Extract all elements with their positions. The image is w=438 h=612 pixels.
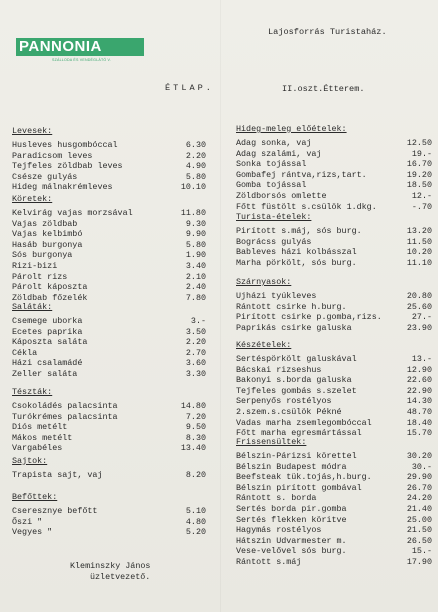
menu-item-price: 13.40 <box>180 443 206 454</box>
menu-item-price: 17.90 <box>406 557 432 567</box>
menu-item-name: Rizi-bizi <box>12 261 58 271</box>
menu-item-name: Csokoládés palacsinta <box>12 401 118 411</box>
menu-item-name: Zöldborsós omlette <box>236 191 327 201</box>
menu-item-name: Cseresznye befőtt <box>12 506 98 516</box>
manager-title: üzletvezető. <box>90 572 151 582</box>
menu-item-name: Káposzta saláta <box>12 337 88 348</box>
menu-item-name: Főtt marha egresmártással <box>236 428 362 439</box>
menu-item-name: Bográcss gulyás <box>236 236 312 247</box>
section-heading-levesek: Levesek: <box>12 126 53 136</box>
menu-item-name: Ujházi tyúkleves <box>236 291 317 301</box>
menu-item-price: 5.80 <box>185 171 206 182</box>
menu-item-name: Marha pörkölt, sós burg. <box>236 257 357 268</box>
menu-item-name: Vajas zöldbab <box>12 218 78 229</box>
menu-item-price: 2.20 <box>185 150 206 161</box>
section-heading-befottek: Befőttek: <box>12 492 58 502</box>
menu-item-price: 1.90 <box>185 250 206 261</box>
menu-item-name: Vese-velővel sós burg. <box>236 546 347 557</box>
menu-item-name: Mákos metélt <box>12 432 73 443</box>
menu-item-name: Adag sonka, vaj <box>236 138 312 148</box>
menu-item-price: 12.90 <box>406 364 432 375</box>
menu-item-price: 4.90 <box>185 161 206 172</box>
menu-item-name: Rántott csirke h.burg. <box>236 301 347 312</box>
menu-item-price: 2.10 <box>185 271 206 282</box>
menu-item-price: 8.20 <box>185 470 206 480</box>
section-heading-hideg-meleg-eloetelek: Hideg-meleg előételek: <box>236 124 347 134</box>
venue-name: Lajosforrás Turistaház. <box>268 27 387 37</box>
menu-item-price: 7.20 <box>185 411 206 422</box>
menu-item-name: Husleves husgombóccal <box>12 140 118 150</box>
menu-item-price: 9.90 <box>185 229 206 240</box>
menu-item-price: 19.20 <box>406 169 432 180</box>
menu-item-name: Őszi " <box>12 516 43 527</box>
menu-item-name: Sertés flekken köritve <box>236 514 347 525</box>
menu-item-price: 15.70 <box>406 428 432 439</box>
menu-item-name: Hasáb burgonya <box>12 239 83 250</box>
section-heading-frissensultek: Frissensültek: <box>236 437 307 447</box>
menu-item-name: Bableves házi kolbásszal <box>236 247 357 258</box>
menu-item-name: Tejfeles zöldbab leves <box>12 161 123 172</box>
menu-item-name: Vargabéles <box>12 443 63 454</box>
menu-item-price: 22.60 <box>406 375 432 386</box>
menu-item-price: 25.00 <box>406 514 432 525</box>
menu-item-price: 8.30 <box>185 432 206 443</box>
menu-item-name: Vadas marha zsemlegombóccal <box>236 417 372 428</box>
menu-item-price: 13.- <box>411 354 432 364</box>
paper-fold <box>220 0 221 612</box>
menu-item-price: 5.10 <box>185 506 206 516</box>
menu-item-name: Paradicsom leves <box>12 150 93 161</box>
menu-item-name: Gombafej rántva,rizs,tart. <box>236 169 367 180</box>
menu-title: ÉTLAP. <box>165 83 214 93</box>
menu-item-price: 6.30 <box>185 140 206 150</box>
menu-item-price: 22.90 <box>406 385 432 396</box>
menu-item-price: 11.80 <box>180 208 206 218</box>
menu-item-name: Főtt füstölt s.csülök 1.dkg. <box>236 201 377 212</box>
menu-item-price: 29.90 <box>406 472 432 483</box>
menu-item-name: Sós burgonya <box>12 250 73 261</box>
menu-item-name: Sonka tojással <box>236 159 307 170</box>
menu-item-price: 21.40 <box>406 504 432 514</box>
menu-item-price: 14.80 <box>180 401 206 411</box>
menu-item-name: Trapista sajt, vaj <box>12 470 103 480</box>
menu-item-name: Rántott s.máj <box>236 557 302 567</box>
menu-item-price: 3.60 <box>185 358 206 369</box>
menu-item-price: 2.40 <box>185 282 206 293</box>
menu-item-name: Cékla <box>12 347 38 358</box>
menu-item-price: 27.- <box>411 312 432 323</box>
menu-item-price: 21.50 <box>406 525 432 536</box>
pannonia-logo: PANNONIA <box>16 38 144 56</box>
menu-item-name: Csésze gulyás <box>12 171 78 182</box>
menu-item-name: Paprikás csirke galuska <box>236 322 352 333</box>
menu-item-price: 24.20 <box>406 493 432 504</box>
menu-item-name: Hátszin Udvarmester m. <box>236 535 347 546</box>
menu-item-price: 14.30 <box>406 396 432 407</box>
section-heading-szarnyasok: Szárnyasok: <box>236 277 292 287</box>
section-heading-keszetelek: Készételek: <box>236 340 292 350</box>
menu-item-name: Ecetes paprika <box>12 326 83 337</box>
menu-item-name: Tejfeles gombás s.szelet <box>236 385 357 396</box>
menu-item-name: Kelvirág vajas morzsával <box>12 208 133 218</box>
menu-item-price: 5.20 <box>185 527 206 538</box>
menu-item-price: 3.- <box>190 316 206 326</box>
menu-item-name: Vajas kelbimbó <box>12 229 83 240</box>
menu-item-price: 12.- <box>411 191 432 201</box>
menu-item-name: 2.szem.s.csülök Pékné <box>236 407 342 417</box>
menu-item-name: Sertéspörkölt galuskával <box>236 354 357 364</box>
menu-item-price: 11.50 <box>406 236 432 247</box>
menu-item-name: Rántott s. borda <box>236 493 317 504</box>
menu-item-price: 18.50 <box>406 180 432 191</box>
menu-item-price: 3.30 <box>185 369 206 379</box>
menu-item-price: 7.80 <box>185 292 206 303</box>
section-heading-sajtok: Sajtok: <box>12 456 48 466</box>
menu-item-price: 30.- <box>411 461 432 472</box>
menu-item-name: Adag szalámi, vaj <box>236 148 322 159</box>
menu-item-price: 48.70 <box>406 407 432 417</box>
menu-item-name: Párolt rizs <box>12 271 68 282</box>
menu-item-price: 30.20 <box>406 451 432 461</box>
menu-item-price: 2.70 <box>185 347 206 358</box>
menu-item-price: 3.50 <box>185 326 206 337</box>
menu-item-name: Gomba tojással <box>236 180 307 191</box>
menu-item-name: Bakonyi s.borda galuska <box>236 375 352 386</box>
menu-item-price: 16.70 <box>406 159 432 170</box>
menu-item-price: 10.20 <box>406 247 432 258</box>
menu-item-name: Házi csalamádé <box>12 358 83 369</box>
menu-item-price: 13.20 <box>406 226 432 236</box>
menu-item-name: Zeller saláta <box>12 369 78 379</box>
menu-item-name: Turókrémes palacsinta <box>12 411 118 422</box>
section-heading-turista-etelek: Turista-ételek: <box>236 212 312 222</box>
menu-item-name: Sertés borda pir.gomba <box>236 504 347 514</box>
menu-item-name: Pirított csirke p.gomba,rizs. <box>236 312 382 323</box>
pannonia-logo-subtext: SZÁLLODA ÉS VENDÉGLÁTÓ V. <box>52 58 111 62</box>
menu-item-name: Beefsteak tük.tojás,h.burg. <box>236 472 372 483</box>
menu-item-name: Bélszin pirított gombával <box>236 482 362 493</box>
menu-item-price: 23.90 <box>406 322 432 333</box>
menu-item-price: 11.10 <box>406 257 432 268</box>
dining-room-class: II.oszt.Étterem. <box>282 84 365 94</box>
section-heading-salatak: Saláták: <box>12 302 53 312</box>
menu-item-price: 26.70 <box>406 482 432 493</box>
menu-item-name: Vegyes " <box>12 527 53 538</box>
menu-item-name: Hideg málnakrémleves <box>12 182 113 193</box>
menu-item-price: 5.80 <box>185 239 206 250</box>
menu-item-price: 25.60 <box>406 301 432 312</box>
menu-item-name: Bélszin Budapest módra <box>236 461 347 472</box>
menu-item-price: 4.80 <box>185 516 206 527</box>
menu-item-name: Serpenyős rostélyos <box>236 396 332 407</box>
menu-item-name: Zöldbab főzelék <box>12 292 88 303</box>
menu-item-price: 15.- <box>411 546 432 557</box>
menu-item-price: 20.80 <box>406 291 432 301</box>
menu-item-price: 19.- <box>411 148 432 159</box>
menu-item-price: 9.30 <box>185 218 206 229</box>
section-heading-koretek: Köretek: <box>12 194 53 204</box>
menu-item-price: 9.50 <box>185 422 206 433</box>
menu-item-name: Párolt káposzta <box>12 282 88 293</box>
menu-item-price: 2.20 <box>185 337 206 348</box>
section-heading-tesztak: Tészták: <box>12 387 53 397</box>
menu-item-name: Bácskai rizseshus <box>236 364 322 375</box>
menu-item-name: Diós metélt <box>12 422 68 433</box>
menu-item-price: 3.40 <box>185 261 206 271</box>
menu-item-name: Csemege uborka <box>12 316 83 326</box>
menu-item-price: 12.50 <box>406 138 432 148</box>
manager-name: Kleminszky János <box>70 561 151 571</box>
menu-item-price: -.70 <box>411 201 432 212</box>
menu-item-name: Hagymás rostélyos <box>236 525 322 536</box>
menu-item-name: Bélszin-Párizsi körettel <box>236 451 357 461</box>
menu-item-price: 18.40 <box>406 417 432 428</box>
menu-item-price: 10.10 <box>180 182 206 193</box>
menu-item-name: Pirított s.máj, sós burg. <box>236 226 362 236</box>
menu-item-price: 26.50 <box>406 535 432 546</box>
